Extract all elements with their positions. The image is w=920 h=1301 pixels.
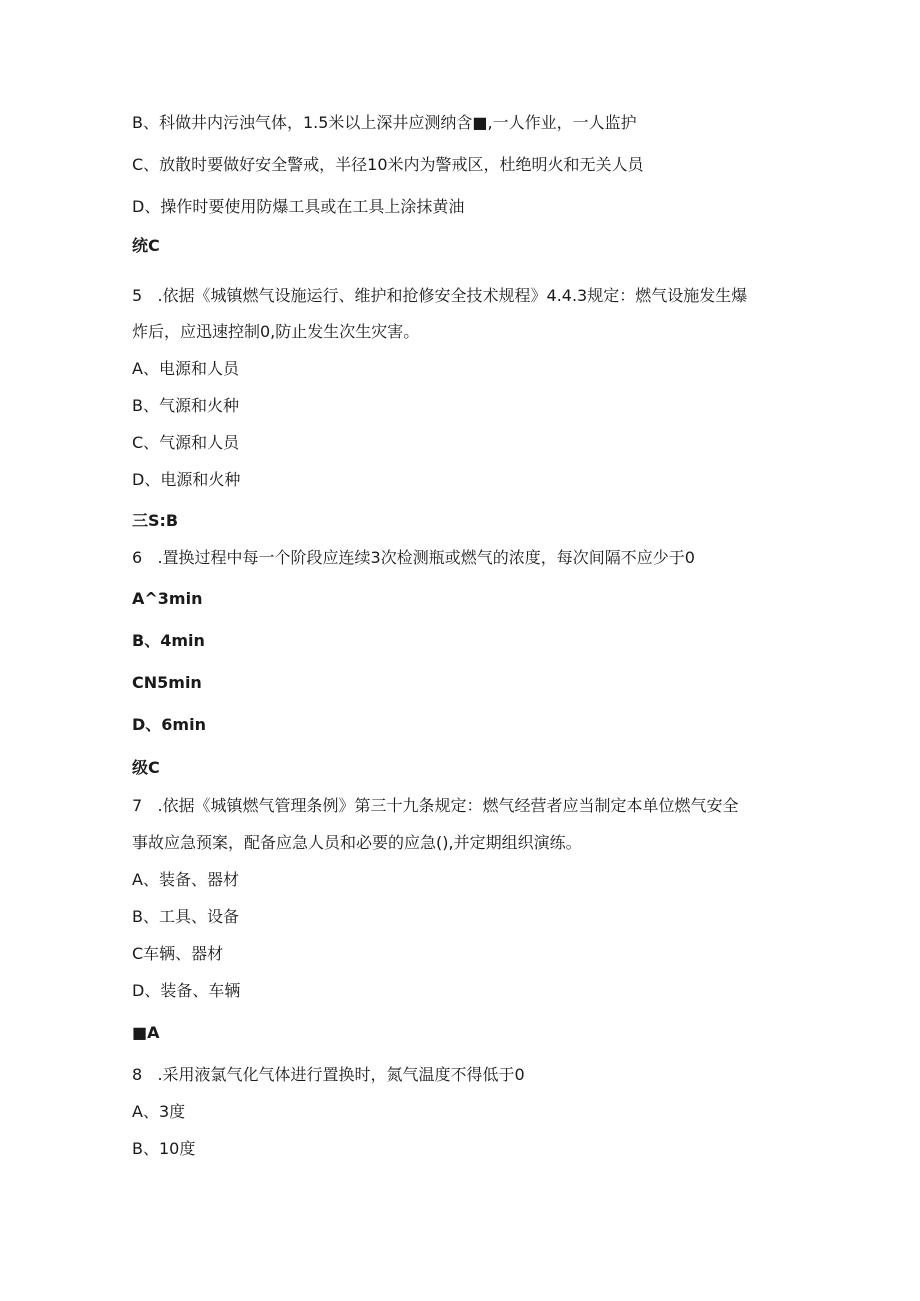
question-6: 6 .置换过程中每一个阶段应连续3次检测瓶或燃气的浓度，每次间隔不应少于0 [132,548,695,567]
option-a-q8: A、3度 [132,1102,186,1121]
answer-q4: 统C [132,236,160,255]
option-c-q4: C、放散时要做好安全警戒，半径10米内为警戒区，杜绝明火和无关人员 [132,155,644,174]
option-c-q5: C、气源和人员 [132,433,240,452]
option-a-q6: A^3min [132,589,203,608]
option-c-q6: CN5min [132,673,202,692]
question-8: 8 .采用液氯气化气体进行置换时，氮气温度不得低于0 [132,1065,525,1084]
answer-q7: ■A [132,1023,160,1042]
option-b-q7: B、工具、设备 [132,907,239,926]
option-c-q7: C车辆、器材 [132,944,224,963]
question-7-line2: 事故应急预案，配备应急人员和必要的应急(),并定期组织演练。 [132,833,582,852]
option-d-q5: D、电源和火种 [132,470,241,489]
option-d-q4: D、操作时要使用防爆工具或在工具上涂抹黄油 [132,197,465,216]
question-5-line1: 5 .依据《城镇燃气设施运行、维护和抢修安全技术规程》4.4.3规定：燃气设施发生爆 [132,286,748,305]
question-5-line2: 炸后，应迅速控制0,防止发生次生灾害。 [132,322,420,341]
option-b-q4: B、科做井内污浊气体，1.5米以上深井应测纳含■,一人作业，一人监护 [132,113,637,132]
option-b-q5: B、气源和火种 [132,396,239,415]
option-b-q8: B、10度 [132,1139,196,1158]
question-7-line1: 7 .依据《城镇燃气管理条例》第三十九条规定：燃气经营者应当制定本单位燃气安全 [132,796,739,815]
option-a-q7: A、装备、器材 [132,870,239,889]
option-d-q6: D、6min [132,715,206,734]
option-b-q6: B、4min [132,631,205,650]
answer-q6: 级C [132,758,160,777]
answer-q5: 三S:B [132,511,179,530]
option-d-q7: D、装备、车辆 [132,981,241,1000]
option-a-q5: A、电源和人员 [132,359,239,378]
